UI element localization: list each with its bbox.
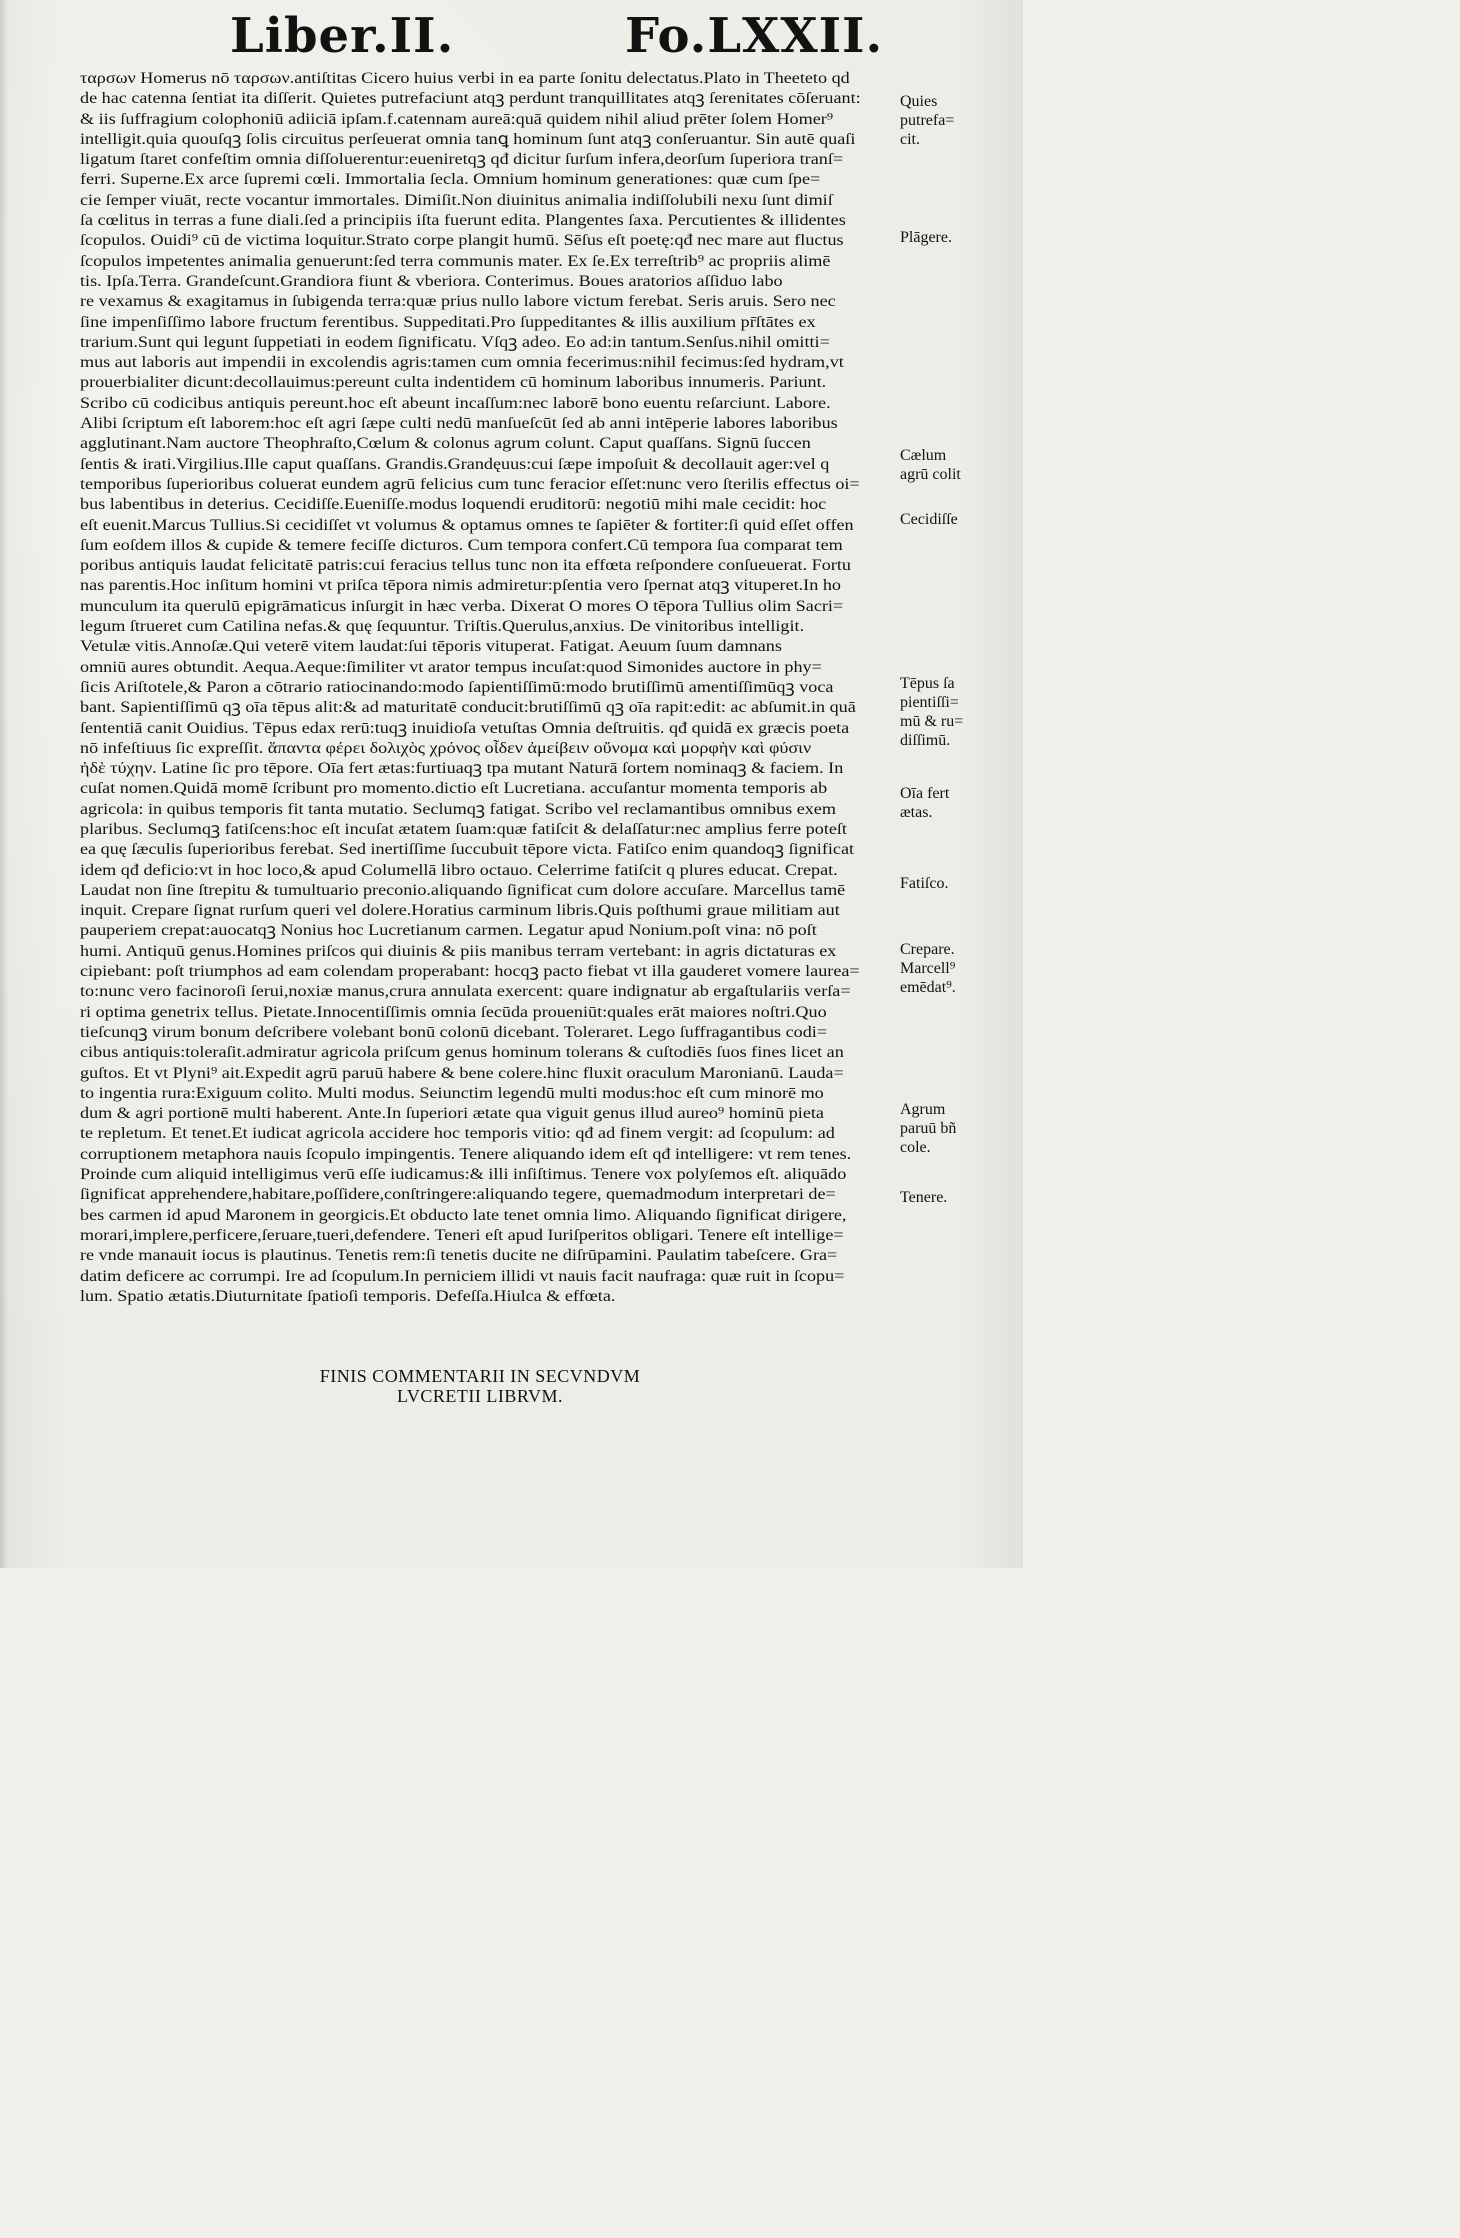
margin-note-line: Tēpus ſa <box>900 675 955 692</box>
text-line: re vnde manauit iocus is plautinus. Tenetis rem:ſi tenetis ducite ne diſrūpamini. Paulatim tabeſcere. Gra= <box>80 1246 838 1265</box>
text-line: ſentis & irati.Virgilius.Ille caput quaſſans. Grandis.Grandęuus:cui ſæpe impoſuit & decollauit ager:vel q <box>80 454 830 473</box>
text-line: plaribus. Seclumqꝫ fatiſcens:hoc eſt incuſat ætatem ſuam:quæ fatiſcit & delaſſatur:nec amplius ferre poteſt <box>80 819 847 838</box>
margin-note <box>900 1188 1015 1207</box>
text-line: ligatum ſtaret confeſtim omnia diſſoluerentur:eueniretqꝫ qđ dicitur ſurſum infera,deorſum ſuperiora tranſ= <box>80 150 844 169</box>
margin-note-line: pientiſſi= <box>900 694 959 711</box>
text-line: bant. Sapientiſſimū qꝫ oīa tēpus alit:& ad maturitatē conducit:brutiſſimū qꝫ oīa rapit:edit: ac abſumit.in quā <box>80 698 856 717</box>
margin-note-line: Tenere. <box>900 1189 948 1206</box>
margin-note <box>900 446 1015 484</box>
text-line: ferri. Superne.Ex arce ſupremi cœli. Immortalia ſecla. Omnium hominum generationes: quæ cum ſpe= <box>80 170 821 189</box>
text-line: trarium.Sunt qui legunt ſuppetiati in eodem ſignificatu. Vſqꝫ adeo. Eo ad:in tantum.Senſus.nihil omitti= <box>80 332 830 351</box>
margin-note-line: emēdat⁹. <box>900 979 956 996</box>
text-line: ſcopulos impetentes animalia genuerunt:ſed terra communis mater. Ex ſe.Ex terreſtrib⁹ ac propriis alimē <box>80 251 831 270</box>
text-line: morari,implere,perficere,ſeruare,tueri,defendere. Teneri eſt apud Iuriſperitos obligari. Tenere eſt intellige= <box>80 1225 844 1244</box>
text-line: tieſcunqꝫ virum bonum deſcribere volebant bonū colonū dicebant. Toleraret. Lego ſuffragantibus codi= <box>80 1022 828 1041</box>
margin-note-line: cit. <box>900 131 920 148</box>
text-line: ſcopulos. Ouidi⁹ cū de victima loquitur.Strato corpe plangit humū. Sēſus eſt poetę:qđ nec mare aut fluctus <box>80 231 844 250</box>
text-line: humi. Antiquū genus.Homines priſcos qui diuinis & piis manibus terram vertebant: in agris dictaturas ex <box>80 941 837 960</box>
margin-note <box>900 1100 1015 1157</box>
text-line: pauperiem crepat:auocatqꝫ Nonius hoc Lucretianum carmen. Legatur apud Nonium.poſt vina: nō poſt <box>80 921 817 940</box>
margin-note <box>900 92 1015 149</box>
text-line: prouerbialiter dicunt:decollauimus:pereunt culta indentidem cū hominum laboribus innumeris. Pariunt. <box>80 373 827 392</box>
text-line: ſignificat apprehendere,habitare,poſſidere,conſtringere:aliquando tegere, quemadmodum interpretari de= <box>80 1185 836 1204</box>
text-line: cibus antiquis:toleraſit.admiratur agricola priſcum genus hominum tolerans & cuſtodiēs ſuos fines licet an <box>80 1043 844 1062</box>
margin-note-line: Fatiſco. <box>900 875 949 892</box>
text-line: to ingentia rura:Exiguum colito. Multi modus. Seiunctim legendū multi modus:hoc eſt cum minorē mo <box>80 1083 824 1102</box>
text-line: bes carmen id apud Maronem in georgicis.Et obducto late tenet omnia limo. Aliquando ſignificat dirigere, <box>80 1205 847 1224</box>
text-line: corruptionem metaphora nauis ſcopulo impingentis. Tenere aliquando idem eſt qđ intelligere: vt rem tenes. <box>80 1144 852 1163</box>
text-line: ταρσων Homerus nō ταρσων.antiſtitas Cicero huius verbi in ea parte ſonitu delectatus.Plato in Theeteto qd <box>80 69 850 87</box>
text-line: de hac catenna ſentiat ita diſſerit. Quietes putrefaciunt atqꝫ perdunt tranquillitates atqꝫ ſerenitates cōſeruant: <box>80 89 861 108</box>
text-line: dum & agri portionē multi haberent. Ante.In ſuperiori ætate qua viguit genus illud aureo⁹ hominū pieta <box>80 1104 824 1123</box>
margin-note-line: ætas. <box>900 804 933 821</box>
margin-note <box>900 874 1015 893</box>
margin-note <box>900 674 1015 750</box>
text-line: legum ſtrueret cum Catilina nefas.& quę ſequuntur. Triſtis.Querulus,anxius. De vinitoribus intelligit. <box>80 617 805 636</box>
text-line: tis. Ipſa.Terra. Grandeſcunt.Grandiora fiunt & vberiora. Conterimus. Boues aratorios aſſiduo labo <box>80 271 783 290</box>
text-line: to:nunc vero facinoroſi ſerui,noxiæ manus,crura annulata exercent: quare indignatur ab ergaſtulariis verſa= <box>80 982 851 1001</box>
margin-note-line: Cælum <box>900 447 947 464</box>
margin-note <box>900 510 1015 529</box>
colophon-line-1: FINIS COMMENTARII IN SECVNDVM <box>319 1366 641 1386</box>
margin-note-line: agrū colit <box>900 466 961 483</box>
text-line: lum. Spatio ætatis.Diuturnitate ſpatioſi temporis. Defeſſa.Hiulca & effœta. <box>80 1286 616 1305</box>
text-line: eſt euenit.Marcus Tullius.Si cecidiſſet vt volumus & optamus omnes te ſapiēter & fortiter:ſi quid eſſet offen <box>80 515 854 534</box>
text-line: agricola: in quibus temporis fit tanta mutatio. Seclumqꝫ fatigat. Scribo vel reclamantibus omnibus exem <box>80 799 836 818</box>
text-line: mus aut laboris aut impendii in excolendis agris:tamen cum omnia fecerimus:nihil fecimus:ſed hydram,vt <box>80 353 844 372</box>
running-head-book: Liber.II. <box>230 8 455 64</box>
text-line: Scribo cū codicibus antiquis pereunt.hoc eſt abeunt incaſſum:nec laborē bono euentu reſarciunt. Labore. <box>80 393 831 412</box>
text-line: ſine impenſiſſimo labore fructum ferentibus. Suppeditati.Pro ſuppeditantes & illis auxilium pr̄ſtātes ex <box>80 312 816 331</box>
text-line: ſicis Ariſtotele,& Paron a cōtrario ratiocinando:modo ſapientiſſimū:modo brutiſſimū amentiſſimūqꝫ voca <box>80 677 834 696</box>
margin-note-line: diſſimū. <box>900 732 951 749</box>
text-line: Proinde cum aliquid intelligimus verū eſſe iudicamus:& illi inſiſtimus. Tenere vox polyſemos eſt. aliquādo <box>80 1165 847 1184</box>
text-line: nas parentis.Hoc inſitum homini vt priſca tēpora nimis admiretur:pſentia vero ſpernat atqꝫ vituperet.In ho <box>80 576 841 595</box>
text-line: idem qđ deficio:vt in hoc loco,& apud Columellā libro octauo. Celerrime fatiſcit q plures educat. Crepat. <box>80 860 838 879</box>
margin-note-line: mū & ru= <box>900 713 964 730</box>
text-line: nō infeſtiuus ſic expreſſit. ἅπαντα φέρει δολιχὸς χρόνος οἶδεν ἀμείβειν οὔνομα καὶ μορφὴν καὶ φύσιν <box>80 738 812 757</box>
text-line: cie ſemper viuāt, recte vocantur immortales. Dimiſit.Non diuinitus animalia indiſſolubili nexu ſunt dimiſ <box>80 190 833 209</box>
gutter-shadow <box>0 0 8 1568</box>
text-line: ſa cœlitus in terras a fune diali.ſed a principiis iſta fuerunt edita. Plangentes ſaxa. Percutientes & illidentes <box>80 211 846 230</box>
margin-note <box>900 228 1015 247</box>
text-line: omniū aures obtundit. Aequa.Aeque:ſimiliter vt arator tempus incuſat:quod Simonides auctore in phy= <box>80 657 822 676</box>
margin-note-line: putrefa= <box>900 112 955 129</box>
colophon-line-2: LVCRETII LIBRVM. <box>397 1386 563 1406</box>
text-line: ἠδὲ τύχην. Latine ſic pro tēpore. Oīa fert ætas:furtiuaqꝫ tpa mutant Naturā ſortem nominaqꝫ & faciem. In <box>80 759 844 778</box>
text-line: re vexamus & exagitamus in ſubigenda terra:quæ prius nullo labore victum ferebat. Seris aruis. Sero nec <box>80 292 836 311</box>
margin-note-line: Oīa fert <box>900 785 950 802</box>
text-line: ſententiā canit Ouidius. Tēpus edax rerū:tuqꝫ inuidioſa vetuſtas Omnia deſtruitis. qđ quidā ex græcis poeta <box>80 718 850 737</box>
text-line: munculum ita querulū epigrāmaticus inſurgit in hæc verba. Dixerat O mores O tēpora Tullius olim Sacri= <box>80 596 844 615</box>
text-line: cipiebant: poſt triumphos ad eam colendam properabant: hocqꝫ pacto fiebat vt illa gauderet vomere laurea= <box>80 962 860 981</box>
text-line: inquit. Crepare ſignat rurſum queri vel dolere.Horatius carminum libris.Quis poſthumi graue militiam aut <box>80 901 840 920</box>
text-line: temporibus ſuperioribus coluerat eundem agrū felicius cum tunc feracior eſſet:nunc vero ſterilis effectus oi= <box>80 474 860 493</box>
text-line: ſum eoſdem illos & cupide & temere feciſſe dicturos. Cum tempora confert.Cū tempora ſua comparat tem <box>80 535 843 554</box>
margin-note-line: cole. <box>900 1139 931 1156</box>
text-line: Laudat non ſine ſtrepitu & tumultuario preconio.aliquando ſignificat cum dolore accuſare. Marcellus tamē <box>80 880 846 899</box>
margin-note-line: Crepare. <box>900 941 955 958</box>
text-line: Vetulæ vitis.Annoſæ.Qui veterē vitem laudat:ſui tēporis vituperat. Fatigat. Aeuum ſuum damnans <box>80 637 782 656</box>
book-page <box>0 0 1023 1568</box>
text-line: Alibi ſcriptum eſt laborem:hoc eſt agri ſæpe culti nedū manſueſcūt ſed ab anni intēperie labores laboribus <box>80 414 838 433</box>
text-line: bus labentibus in deterius. Cecidiſſe.Eueniſſe.modus loquendi eruditorū: negotiū mihi male cecidit: hoc <box>80 495 827 514</box>
text-line: ri optima genetrix tellus. Pietate.Innocentiſſimis omnia ſecūda proueniūt:quales erāt maiores noſtri.Quo <box>80 1002 827 1021</box>
margin-note-line: Plāgere. <box>900 229 952 246</box>
text-line: guſtos. Et vt Plyni⁹ ait.Expedit agrū paruū habere & bene colere.hinc fluxit oraculum Maronianū. Lauda= <box>80 1063 844 1082</box>
text-line: poribus antiquis laudat felicitatē patris:cui feracius tellus tunc non ita effœta reſpondere conſueuerat. Fortu <box>80 556 851 575</box>
margin-note-line: paruū bñ <box>900 1120 957 1137</box>
margin-note-line: Cecidiſſe <box>900 511 958 528</box>
margin-note-line: Quies <box>900 93 938 110</box>
commentary-text <box>80 68 892 1306</box>
text-line: agglutinant.Nam auctore Theophraſto,Cœlum & colonus agrum colunt. Caput quaſſans. Signū ſuccen <box>80 434 811 453</box>
margin-note-line: Marcell⁹ <box>900 960 956 977</box>
margin-note-line: Agrum <box>900 1101 946 1118</box>
text-line: datim deficere ac corrumpi. Ire ad ſcopulum.In perniciem illidi vt nauis facit naufraga: quæ ruit in ſcopu= <box>80 1266 845 1285</box>
text-line: intelligit.quia quouſqꝫ ſolis circuitus perſeuerat omnia tanꝗ hominum ſunt atqꝫ conſeruantur. Sin autē quaſi <box>80 129 856 148</box>
running-head-folio: Fo.LXXII. <box>625 8 884 64</box>
colophon <box>200 1366 760 1406</box>
text-line: cuſat nomen.Quidā momē ſcribunt pro momento.dictio eſt Lucretiana. accuſantur momenta temporis ab <box>80 779 828 798</box>
margin-note <box>900 940 1015 997</box>
text-line: te repletum. Et tenet.Et iudicat agricola accidere hoc temporis vitio: qđ ad finem vergit: ad ſcopulum: ad <box>80 1124 835 1143</box>
margin-note <box>900 784 1015 822</box>
text-line: & iis ſuffragium colophoniū adiiciā ipſam.f.catennam aureā:quā quidem nihil aliud prēter ſolem Homer⁹ <box>80 109 834 128</box>
text-line: ea quę ſæculis ſuperioribus ferebat. Sed inertiſſime ſuccubuit tēpore victa. Fatiſco enim quandoqꝫ ſignificat <box>80 840 855 859</box>
